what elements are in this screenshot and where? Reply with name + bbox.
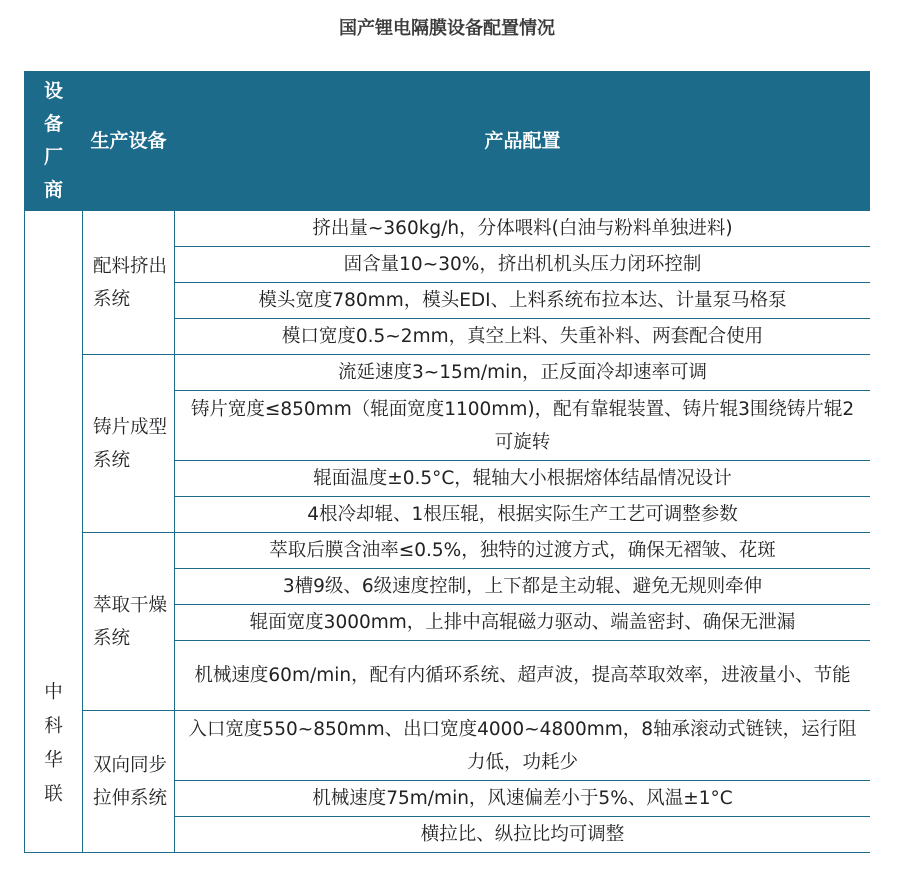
config-cell: 萃取后膜含油率≤0.5%，独特的过渡方式，确保无褶皱、花斑 bbox=[175, 533, 871, 569]
config-cell: 机械速度75m/min，风速偏差小于5%、风温±1°C bbox=[175, 781, 871, 817]
header-vendor: 设备厂商 bbox=[25, 72, 83, 211]
config-cell: 模口宽度0.5~2mm，真空上料、失重补料、两套配合使用 bbox=[175, 319, 871, 355]
system-cell: 铸片成型系统 bbox=[83, 355, 175, 533]
config-cell: 固含量10~30%，挤出机机头压力闭环控制 bbox=[175, 247, 871, 283]
config-cell: 入口宽度550~850mm、出口宽度4000~4800mm，8轴承滚动式链铗，运行阻力低，功耗少 bbox=[175, 711, 871, 781]
config-cell: 机械速度60m/min，配有内循环系统、超声波，提高萃取效率，进液量小、节能 bbox=[175, 641, 871, 711]
config-cell: 3槽9级、6级速度控制，上下都是主动辊、避免无规则牵伸 bbox=[175, 569, 871, 605]
config-cell: 横拉比、纵拉比均可调整 bbox=[175, 817, 871, 853]
system-cell: 配料挤出系统 bbox=[83, 211, 175, 355]
config-cell: 辊面温度±0.5°C，辊轴大小根据熔体结晶情况设计 bbox=[175, 461, 871, 497]
system-cell: 萃取干燥系统 bbox=[83, 533, 175, 711]
system-cell: 双向同步拉伸系统 bbox=[83, 711, 175, 853]
equipment-config-table bbox=[24, 71, 870, 853]
vendor-cell: 中科华联 bbox=[25, 211, 83, 853]
config-cell: 4根冷却辊、1根压辊，根据实际生产工艺可调整参数 bbox=[175, 497, 871, 533]
config-cell: 铸片宽度≤850mm（辊面宽度1100mm)，配有靠辊装置、铸片辊3围绕铸片辊2可旋转 bbox=[175, 391, 871, 461]
config-cell: 挤出量~360kg/h，分体喂料(白油与粉料单独进料) bbox=[175, 211, 871, 247]
config-cell: 模头宽度780mm，模头EDI、上料系统布拉本达、计量泵马格泵 bbox=[175, 283, 871, 319]
equipment-table-container bbox=[24, 71, 870, 871]
table-row bbox=[25, 211, 871, 247]
table-row bbox=[25, 711, 871, 781]
header-config: 产品配置 bbox=[175, 72, 871, 211]
config-cell: 辊面宽度3000mm，上排中高辊磁力驱动、端盖密封、确保无泄漏 bbox=[175, 605, 871, 641]
table-header-row bbox=[25, 72, 871, 211]
config-cell: 流延速度3~15m/min，正反面冷却速率可调 bbox=[175, 355, 871, 391]
page-title: 国产锂电隔膜设备配置情况 bbox=[339, 18, 555, 39]
table-row bbox=[25, 355, 871, 391]
table-row bbox=[25, 533, 871, 569]
header-equipment: 生产设备 bbox=[83, 72, 175, 211]
